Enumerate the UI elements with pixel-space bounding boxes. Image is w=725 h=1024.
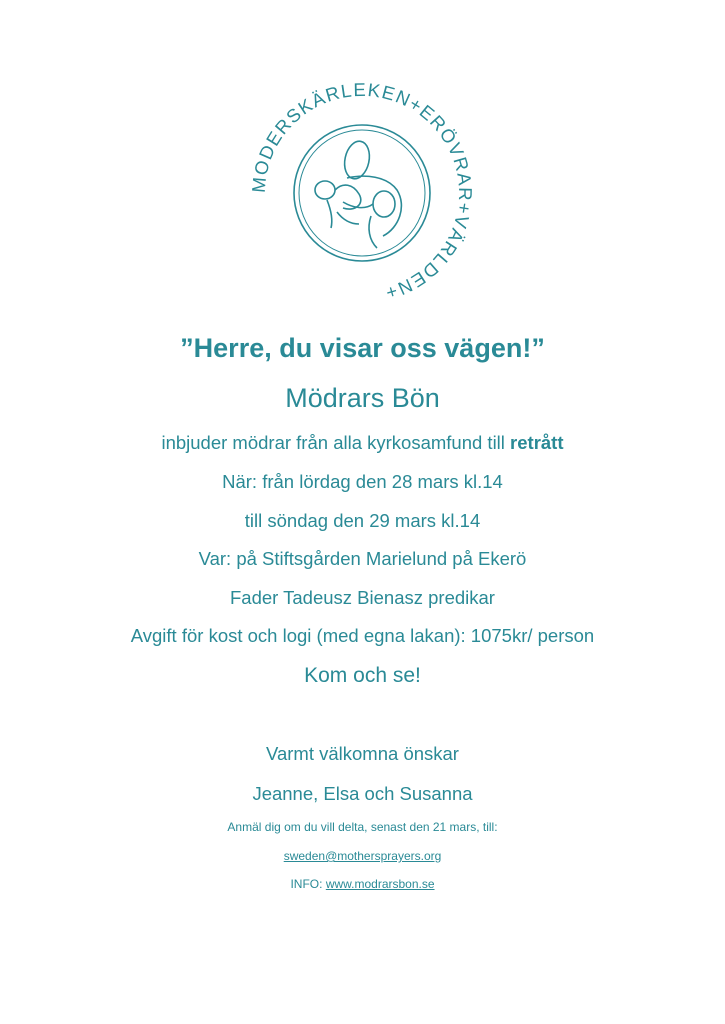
info-label: INFO: <box>290 877 326 891</box>
logo-ring-text: MODERSKÄRLEKEN+ERÖVRAR+VÄRLDEN+ <box>247 78 477 305</box>
mothers-prayers-logo <box>247 78 477 308</box>
when-line-1: När: från lördag den 28 mars kl.14 <box>222 471 503 492</box>
email-line <box>0 849 725 863</box>
subtitle-modrars-bon: Mödrars Bön <box>285 383 440 413</box>
invite-line <box>0 432 725 454</box>
page-title: ”Herre, du visar oss vägen!” <box>180 333 545 363</box>
logo-emblem <box>247 78 477 308</box>
kom-och-se-line: Kom och se! <box>304 664 421 687</box>
names-line: Jeanne, Elsa och Susanna <box>252 783 473 804</box>
invite-text: inbjuder mödrar från alla kyrkosamfund till <box>161 432 511 453</box>
invite-bold-retreat: retrått <box>510 432 564 453</box>
praying-figures-drawing <box>315 139 401 248</box>
welcome-line: Varmt välkomna önskar <box>266 743 459 764</box>
where-line: Var: på Stiftsgården Marielund på Ekerö <box>198 548 527 569</box>
fee-line: Avgift för kost och logi (med egna lakan): 1075kr/ person <box>130 625 595 646</box>
logo-inner-circle <box>294 125 430 261</box>
when-line-2: till söndag den 29 mars kl.14 <box>244 510 481 531</box>
register-line: Anmäl dig om du vill delta, senast den 21 mars, till: <box>227 820 498 834</box>
logo-inner-circle-2 <box>299 130 425 256</box>
email-link[interactable]: sweden@mothersprayers.org <box>283 849 442 863</box>
preacher-line: Fader Tadeusz Bienasz predikar <box>230 587 495 608</box>
website-link[interactable]: www.modrarsbon.se <box>325 877 435 891</box>
info-line <box>0 877 725 891</box>
